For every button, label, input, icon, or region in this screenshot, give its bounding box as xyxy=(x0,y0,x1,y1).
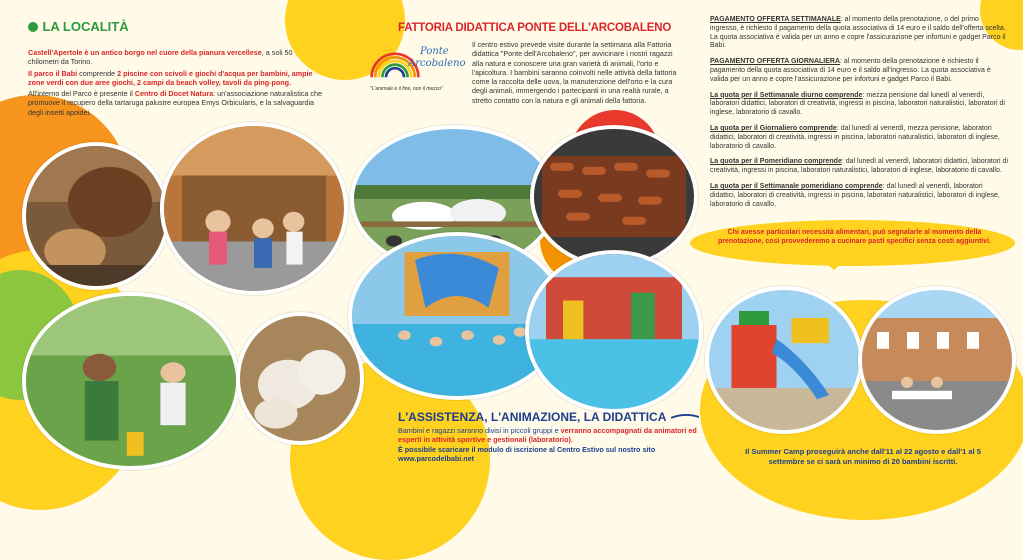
left-p2-b: parco il Babi xyxy=(34,68,78,78)
middle-title: FATTORIA DIDATTICA PONTE DELL'ARCOBALENO xyxy=(398,22,672,34)
quota3-label: La quota per il Pomeridiano comprende xyxy=(710,158,842,166)
quota2-text: : dal lunedì al venerdì, mezza pensione, laboratori didattici, laboratori di creatività, ingressi in piscina, laboratori naturalistici, laboratori di inglese, laboratorio di cavallo. xyxy=(710,124,1000,150)
summer-note: Il Summer Camp proseguirà anche dall'11 al 22 agosto e dall'1 al 5 settembre se ci sarà un minimo di 20 bambini iscritti. xyxy=(745,447,981,466)
swoosh-icon xyxy=(671,414,699,420)
left-p2-c: comprende xyxy=(77,68,118,78)
left-p1-rest: , a soli 50 chilometri da Torino. xyxy=(28,48,293,67)
assist-b: verranno accompagnati da animatori ed esperti in attività sportive e gestionali (laboratorio). xyxy=(398,426,697,445)
quota3-text: : dal lunedì al venerdì, laboratori didattici, laboratori di creatività, ingressi in piscina, laboratori naturalistici, laboratori di inglese, laboratorio di cavallo. xyxy=(710,158,1009,175)
left-p3-a: All'interno del Parco è presente il xyxy=(28,89,135,99)
middle-body: Il centro estivo prevede visite durante la settimana alla Fattoria didattica "Ponte dell'Arcobaleno", per avvicinare i nostri ragazzi alla natura e conoscere una gran varietà di animali, l'orto e l'apicoltura. I bambini saranno coinvolti nelle attività della fattoria come la raccolta delle uova, la manutenzione dell'orto e la cura degli animali, immergendo i partecipanti in una realtà rurale, a stretto contatto con la natura e gli animali della fattoria. xyxy=(472,40,677,105)
right-text xyxy=(710,16,1008,209)
payment-daily xyxy=(710,58,1008,84)
payment-weekly-text: : al momento della prenotazione, o del primo ingresso, è richiesto il pagamento della quota associativa di 14 euro e il saldo dell'offerta scelta. La quota associativa è valida per un anno e copre l'assicurazione per infortuni e gadget Parco il Babi. xyxy=(710,16,1006,50)
photo-playground-pool xyxy=(525,250,703,413)
quota-pomeridiano xyxy=(710,158,1008,176)
logo-ponte-arcobaleno xyxy=(368,38,468,100)
payment-daily-text: : al momento della prenotazione è richiesto il pagamento della quota associativa di 14 euro e il saldo all'ingresso. La quota associativa è valida per un anno e copre l'assicurazione per infortuni e gadget Parco il Babi. xyxy=(710,58,991,83)
left-title-block xyxy=(28,18,328,36)
assist-title-text: L'ASSISTENZA, L'ANIMAZIONE, LA DIDATTICA xyxy=(398,410,667,424)
left-title-icon xyxy=(28,22,38,32)
logo-tagline: "L'animale è il fine, non il mezzo" xyxy=(370,86,443,92)
quota4-text: : dal lunedì al venerdì, laboratori didattici, laboratori di creatività, ingressi in piscina, laboratori naturalistici, laboratori di inglese, laboratorio di cavallo. xyxy=(710,182,1000,208)
left-p2-a: Il xyxy=(28,68,34,78)
quota-giornaliero xyxy=(710,125,1008,151)
logo-line2: Arcobaleno xyxy=(408,58,466,69)
assist-title xyxy=(398,408,718,426)
assist-c: È possibile scaricare il modulo di iscrizione al Centro Estivo sul nostro sito www.parcodelbabi.net xyxy=(398,444,656,463)
payment-weekly xyxy=(710,16,1008,51)
left-p3 xyxy=(28,89,324,117)
quota1-label: La quota per il Settimanale diurno comprende xyxy=(710,91,863,99)
assist-text xyxy=(398,426,698,463)
left-p3-b: Centro di Docet Natura xyxy=(134,89,214,99)
logo-line1: Ponte xyxy=(420,46,449,57)
left-text xyxy=(28,48,324,117)
quota2-label: La quota per il Giornaliero comprende xyxy=(710,124,837,132)
photo-garden-tables xyxy=(858,286,1016,434)
food-note-bubble-tail xyxy=(820,258,848,270)
left-p2 xyxy=(28,69,324,88)
quota-settimanale-pomeridiano xyxy=(710,183,1008,209)
assist-a: Bambini e ragazzi saranno divisi in piccoli gruppi e xyxy=(398,426,561,435)
payment-weekly-label: PAGAMENTO OFFERTA SETTIMANALE xyxy=(710,16,841,23)
photo-playground-slide xyxy=(705,286,863,434)
left-title: LA LOCALITÀ xyxy=(42,19,129,34)
photo-garden-kids xyxy=(22,292,240,470)
food-note: Chi avesse particolari necessità alimentari, può segnalarle al momento della prenotazione, così provvederemo a cucinare pasti specifici senza costi aggiuntivi. xyxy=(717,229,992,245)
photo-barbecue xyxy=(530,125,698,268)
quota1-text: : mezza pensione dal lunedì al venerdì, laboratori didattici, laboratori di creatività, ingressi in piscina, laboratori naturalistici, laboratori di inglese, laboratorio di cavallo. xyxy=(710,91,1005,117)
payment-daily-label: PAGAMENTO OFFERTA GIORNALIERA xyxy=(710,58,841,66)
quota4-label: La quota per il Settimanale pomeridiano comprende xyxy=(710,182,883,190)
left-p2-d: 2 piscine con scivoli e giochi d'acqua per bambini, ampie zone verdi con due aree giochi, 2 campi da beach volley, tavoli da ping-pong. xyxy=(28,68,313,87)
quota-settimanale-diurno xyxy=(710,92,1008,118)
left-p1-bold: Castell'Apertole è un antico borgo nel cuore della pianura vercellese xyxy=(28,48,262,57)
photo-lambs xyxy=(236,312,364,445)
left-p3-c: : un'associazione naturalistica che promuove il recupero della tartaruga palustre europea Emys Orbicularis, e la salvaguardia degli insetti apoidei. xyxy=(28,89,322,117)
photo-stable-kids xyxy=(160,122,348,295)
photo-horse-dog xyxy=(22,142,170,290)
left-p1 xyxy=(28,48,324,67)
